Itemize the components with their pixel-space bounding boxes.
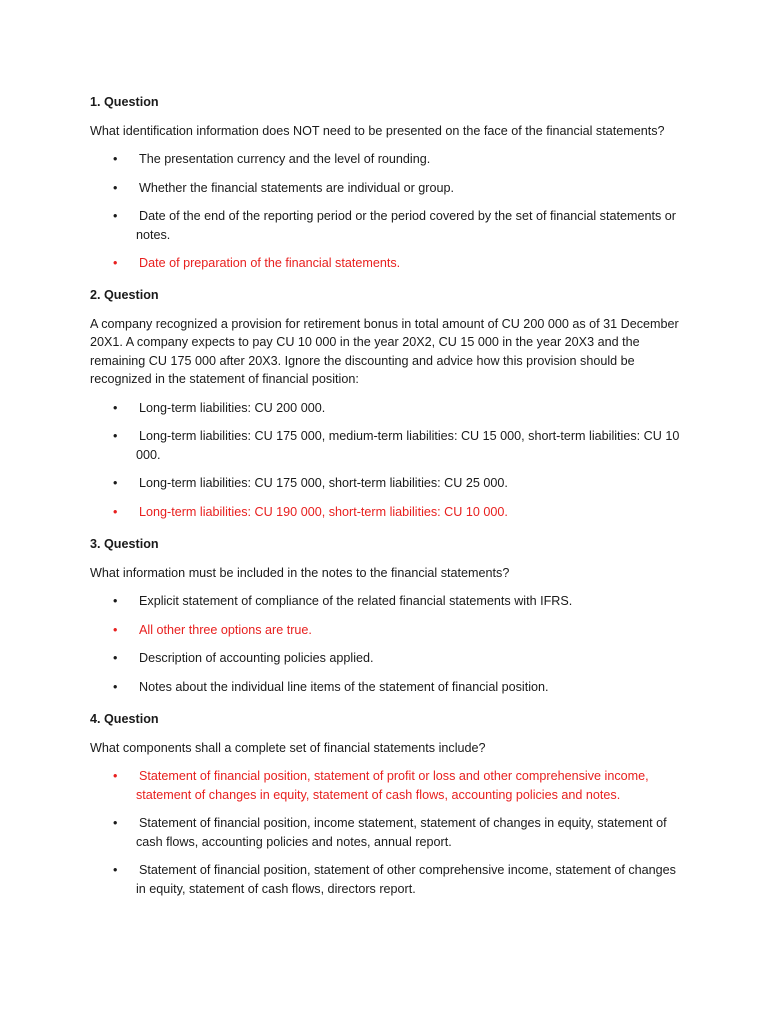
bullet-icon: •: [113, 863, 118, 877]
answer-option-text: Long-term liabilities: CU 200 000.: [139, 400, 326, 415]
bullet-icon: •: [113, 679, 118, 694]
question-2: [90, 286, 680, 521]
question-title: 3. Question: [90, 537, 159, 551]
question-1: [90, 93, 680, 273]
bullet-icon: •: [113, 256, 118, 270]
answer-option: [90, 399, 680, 418]
answer-option: [90, 207, 680, 244]
answer-option-text: Statement of financial position, statement of profit or loss and other comprehensive income, statement of changes in equity, statement of cash flows, accounting policies and notes.: [136, 769, 649, 802]
answer-option: [90, 179, 680, 198]
answer-option-text: Long-term liabilities: CU 175 000, medium-term liabilities: CU 15 000, short-term liabilities: CU 10 000.: [136, 429, 680, 462]
answer-option-correct: [90, 621, 680, 640]
answer-option: [90, 592, 680, 611]
bullet-icon: •: [113, 816, 118, 830]
answer-option-correct: [90, 767, 680, 804]
answer-option: [90, 678, 680, 697]
answer-option-text: All other three options are true.: [139, 622, 312, 637]
question-text: What information must be included in the notes to the financial statements?: [90, 565, 510, 580]
question-4: [90, 710, 680, 898]
answer-option-text: Long-term liabilities: CU 175 000, short-term liabilities: CU 25 000.: [139, 476, 508, 490]
answer-option-text: Date of the end of the reporting period or the period covered by the set of financial statements or notes.: [136, 209, 676, 242]
answer-option: [90, 649, 680, 668]
bullet-icon: •: [113, 180, 118, 195]
bullet-icon: •: [113, 429, 118, 443]
question-text: What identification information does NOT need to be presented on the face of the financial statements?: [90, 123, 665, 138]
bullet-icon: •: [113, 769, 118, 783]
answer-option: [90, 861, 680, 898]
answer-option: [90, 474, 680, 493]
bullet-icon: •: [113, 152, 118, 166]
question-text: A company recognized a provision for retirement bonus in total amount of CU 200 000 as of 31 December 20X1. A company expects to pay CU 10 000 in the year 20X2, CU 15 000 in the year 20X3 and the remaining CU 175 000 after 20X3. Ignore the discounting and advice how this provision should be recognized in the statement of financial position:: [90, 316, 679, 386]
answer-options: [90, 150, 680, 273]
bullet-icon: •: [113, 400, 118, 415]
bullet-icon: •: [113, 209, 118, 223]
answer-options: [90, 592, 680, 696]
bullet-icon: •: [113, 594, 118, 608]
answer-option-correct: [90, 254, 680, 273]
answer-option-correct: [90, 503, 680, 522]
answer-option-text: Explicit statement of compliance of the related financial statements with IFRS.: [139, 594, 573, 608]
question-title: 1. Question: [90, 95, 159, 109]
question-text: What components shall a complete set of financial statements include?: [90, 740, 486, 755]
answer-option: [90, 814, 680, 851]
bullet-icon: •: [113, 622, 118, 637]
answer-option: [90, 427, 680, 464]
question-title: 2. Question: [90, 288, 159, 302]
answer-option-text: Notes about the individual line items of the statement of financial position.: [139, 679, 549, 694]
answer-option-text: Statement of financial position, statement of other comprehensive income, statement of changes in equity, statement of cash flows, directors report.: [136, 863, 676, 896]
answer-option: [90, 150, 680, 169]
answer-option-text: Long-term liabilities: CU 190 000, short-term liabilities: CU 10 000.: [139, 504, 508, 519]
bullet-icon: •: [113, 504, 118, 519]
answer-option-text: Statement of financial position, income statement, statement of changes in equity, statement of cash flows, accounting policies and notes, annual report.: [136, 816, 667, 849]
bullet-icon: •: [113, 476, 118, 490]
answer-option-text: The presentation currency and the level of rounding.: [139, 152, 431, 166]
question-3: [90, 535, 680, 696]
question-title: 4. Question: [90, 712, 159, 726]
answer-option-text: Description of accounting policies applied.: [139, 651, 374, 665]
answer-option-text: Whether the financial statements are individual or group.: [139, 180, 455, 195]
answer-option-text: Date of preparation of the financial statements.: [139, 256, 401, 270]
bullet-icon: •: [113, 651, 118, 665]
answer-options: [90, 399, 680, 522]
answer-options: [90, 767, 680, 898]
